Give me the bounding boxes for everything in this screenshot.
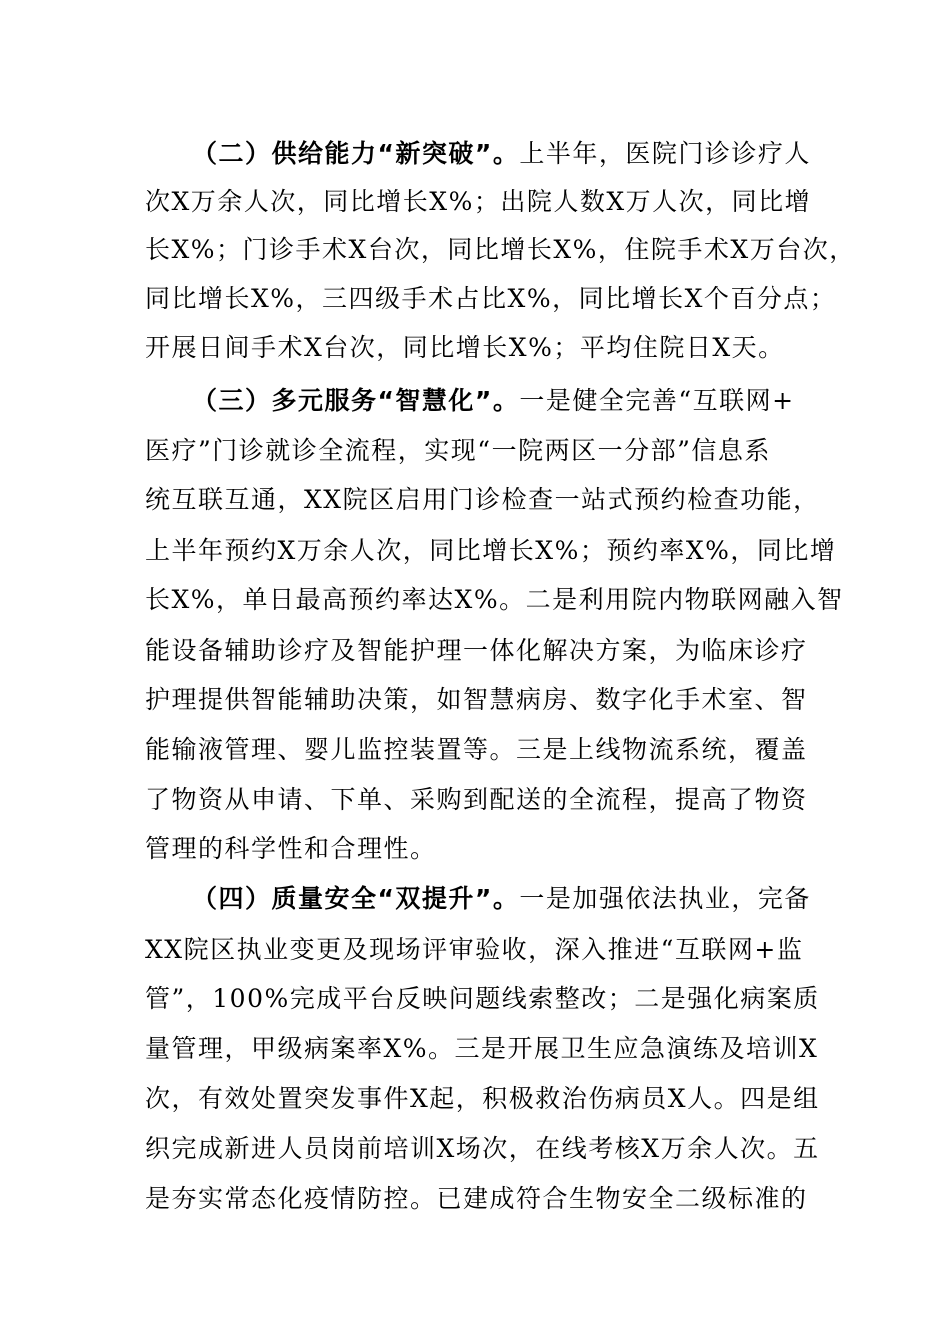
paragraph-line: 管理的科学性和合理性。 [145, 834, 437, 863]
paragraph-line: 是夯实常态化疫情防控。已建成符合生物安全二级标准的 [145, 1184, 808, 1213]
paragraph-line: 管”，100%完成平台反映问题线索整改；二是强化病案质 [145, 984, 820, 1013]
paragraph-line: XX院区执业变更及现场评审验收，深入推进“互联网+监 [145, 935, 804, 964]
paragraph-line: 长X%；门诊手术X台次，同比增长X%，住院手术X万台次， [145, 235, 856, 264]
paragraph-line: 次，有效处置突发事件X起，积极救治伤病员X人。四是组 [145, 1084, 820, 1113]
paragraph-text: 一是加强依法执业，完备 [519, 884, 811, 913]
section-heading: （二）供给能力“新突破”。 [192, 139, 520, 168]
paragraph-line: 统互联互通，XX院区启用门诊检查一站式预约检查功能， [145, 485, 820, 514]
paragraph-line: 护理提供智能辅助决策，如智慧病房、数字化手术室、智 [145, 685, 808, 714]
paragraph-line: 医疗”门诊就诊全流程，实现“一院两区一分部”信息系 [145, 436, 771, 465]
paragraph-line: 同比增长X%，三四级手术占比X%，同比增长X个百分点； [145, 284, 837, 313]
paragraph-line: 能设备辅助诊疗及智能护理一体化解决方案，为临床诊疗 [145, 636, 808, 665]
paragraph-line: 开展日间手术X台次，同比增长X%；平均住院日X天。 [145, 333, 785, 362]
paragraph-text: 一是健全完善“互联网+ [519, 386, 795, 415]
paragraph-line: 上半年预约X万余人次，同比增长X%；预约率X%，同比增 [145, 536, 837, 565]
paragraph-line: 长X%，单日最高预约率达X%。二是利用院内物联网融入智 [145, 585, 844, 614]
paragraph-line [192, 134, 832, 174]
paragraph-line [192, 381, 832, 421]
section-heading: （四）质量安全“双提升”。 [192, 884, 520, 913]
section-heading: （三）多元服务“智慧化”。 [192, 386, 520, 415]
paragraph-line: 织完成新进人员岗前培训X场次，在线考核X万余人次。五 [145, 1134, 820, 1163]
paragraph-line: 了物资从申请、下单、采购到配送的全流程，提高了物资 [145, 785, 808, 814]
paragraph-line: 能输液管理、婴儿监控装置等。三是上线物流系统，覆盖 [145, 735, 808, 764]
paragraph-line [192, 879, 832, 919]
paragraph-line: 次X万余人次，同比增长X%；出院人数X万人次，同比增 [145, 187, 812, 216]
paragraph-text: 上半年，医院门诊诊疗人 [519, 139, 811, 168]
paragraph-line: 量管理，甲级病案率X%。三是开展卫生应急演练及培训X [145, 1034, 819, 1063]
